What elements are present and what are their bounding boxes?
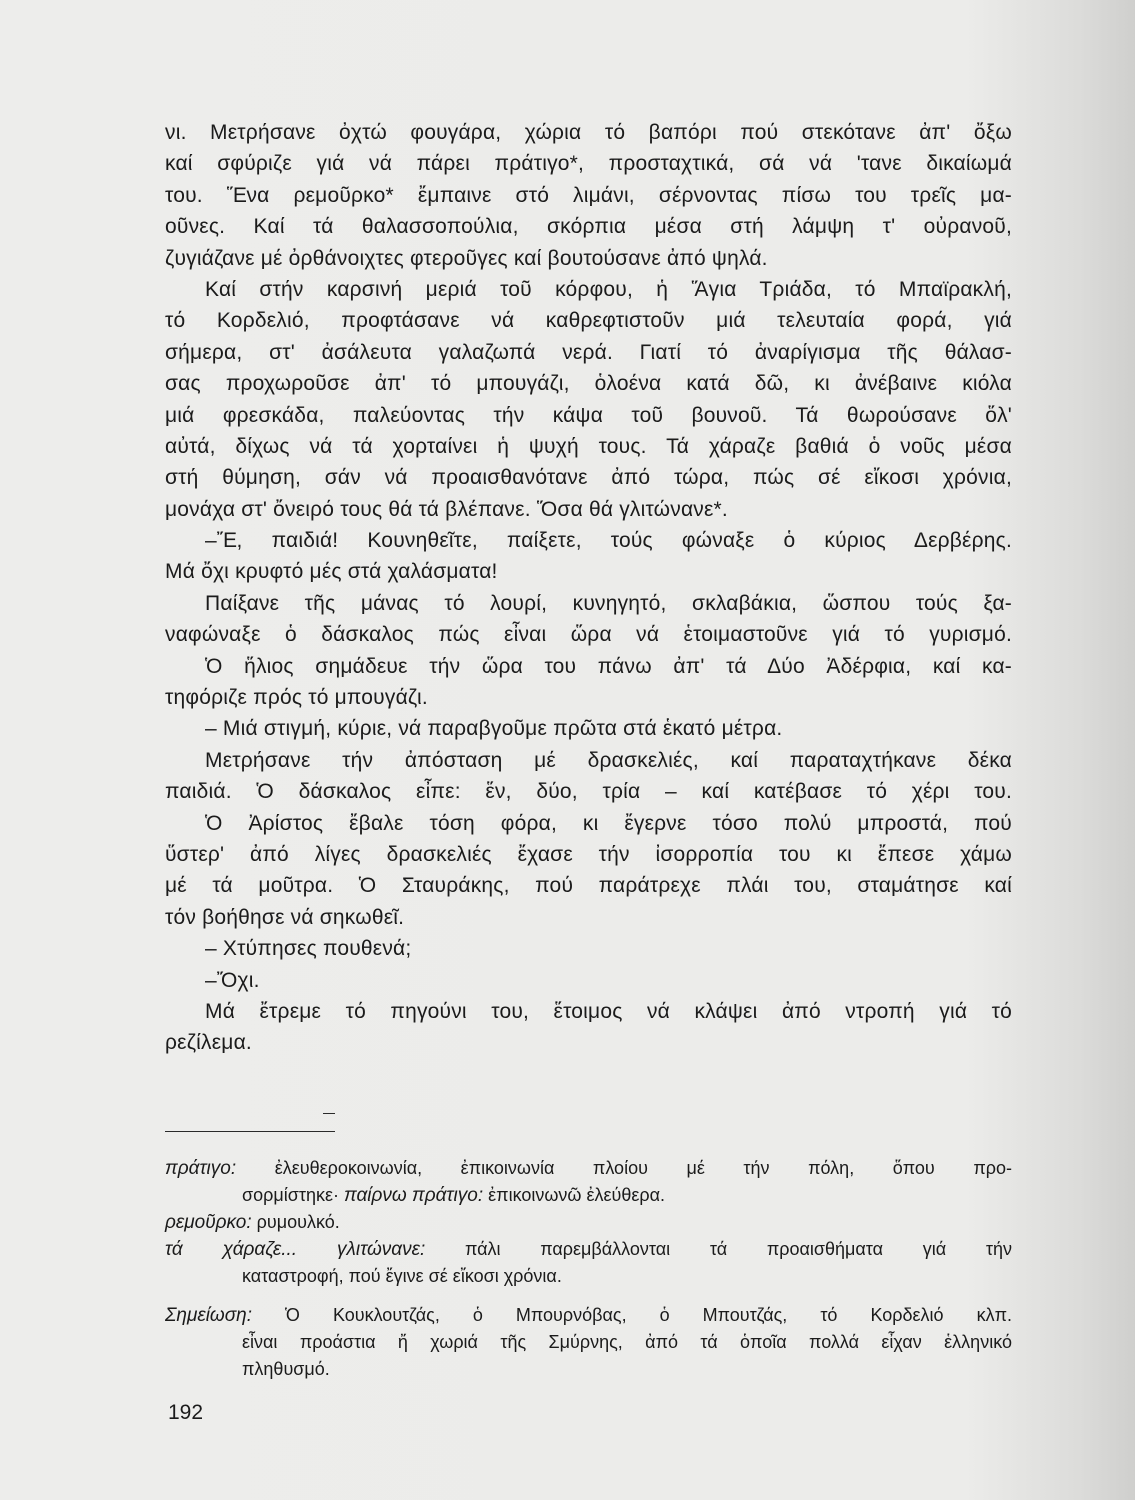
body-line: καί σφύριζε γιά νά πάρει πράτιγο*, προσταχτικά, σά νά 'τανε δικαίωμά <box>165 152 1012 176</box>
footnote-tacharaze <box>165 1236 1012 1290</box>
body-line: ὕστερ' ἀπό λίγες δρασκελιές ἔχασε τήν ἰσορροπία του κι ἔπεσε χάμω <box>165 842 1012 866</box>
body-line: Ὁ Ἀρίστος ἔβαλε τόση φόρα, κι ἔγερνε τόσο πολύ μπροστά, πού <box>205 811 1012 835</box>
body-line: μονάχα στ' ὄνειρό τους θά τά βλέπανε. Ὅσα θά γλιτώνανε*. <box>165 497 728 521</box>
footnote-term: τά χάραζε... γλιτώνανε: <box>165 1239 426 1260</box>
body-line: μιά φρεσκάδα, παλεύοντας τήν κάψα τοῦ βουνοῦ. Τά θωρούσανε ὅλ' <box>165 403 1012 427</box>
body-line: ζυγιάζανε μέ ὀρθάνοιχτες φτεροῦγες καί βουτούσανε ἀπό ψηλά. <box>165 246 768 270</box>
footnote-line <box>165 1302 1012 1329</box>
footnote-definition: ἐλευθεροκοινωνία, ἐπικοινωνία πλοίου μέ τήν πόλη, ὅπου προ- <box>274 1158 1012 1178</box>
footnote-term: πράτιγο: <box>165 1158 237 1179</box>
footnote-remourko <box>165 1209 1012 1236</box>
body-line: – Μιά στιγμή, κύριε, νά παραβγοῦμε πρῶτα στά ἑκατό μέτρα. <box>205 717 783 741</box>
footnote-subterm: παίρνω πράτιγο: <box>344 1185 484 1206</box>
body-line: τηφόριζε πρός τό μπουγάζι. <box>165 686 428 710</box>
footnote-line <box>165 1182 1012 1209</box>
body-line: τόν βοήθησε νά σηκωθεῖ. <box>165 905 405 929</box>
footnote-line <box>165 1209 1012 1236</box>
body-line: μέ τά μοῦτρα. Ὁ Σταυράκης, πού παράτρεχε πλάι του, σταμάτησε καί <box>165 874 1012 898</box>
footnote-definition: Ὁ Κουκλουτζάς, ὁ Μπουρνόβας, ὁ Μπουτζάς, τό Κορδελιό κλπ. <box>285 1305 1012 1325</box>
footnote-simeiosi <box>165 1302 1012 1383</box>
body-line: ρεζίλεμα. <box>165 1031 252 1055</box>
body-line: Καί στήν καρσινή μεριά τοῦ κόρφου, ἡ Ἅγια Τριάδα, τό Μπαϊρακλή, <box>205 277 1012 301</box>
footnote-definition: ρυμουλκό. <box>256 1212 340 1232</box>
footnote-mark-line <box>323 1113 335 1114</box>
body-line: ναφώναξε ὁ δάσκαλος πώς εἶναι ὥρα νά ἑτοιμαστοῦνε γιά τό γυρισμό. <box>165 623 1012 647</box>
body-line: του. Ἕνα ρεμοῦρκο* ἔμπαινε στό λιμάνι, σέρνοντας πίσω του τρεῖς μα- <box>165 183 1012 207</box>
body-line: στή θύμηση, σάν νά προαισθανότανε ἀπό τώρα, πώς σέ εἴκοσι χρόνια, <box>165 466 1012 490</box>
body-line: παιδιά. Ὁ δάσκαλος εἶπε: ἕν, δύο, τρία – καί κατέβασε τό χέρι του. <box>165 780 1012 804</box>
footnote-term: Σημείωση: <box>165 1305 253 1326</box>
body-line: αὐτά, δίχως νά τά χορταίνει ἡ ψυχή τους. Τά χάραζε βαθιά ὁ νοῦς μέσα <box>165 434 1012 458</box>
footnote-definition: σορμίστηκε· <box>242 1185 339 1205</box>
footnote-separator <box>165 1131 335 1132</box>
body-line: – Χτύπησες πουθενά; <box>205 937 412 961</box>
footnote-line: καταστροφή, πού ἔγινε σέ εἴκοσι χρόνια. <box>242 1266 562 1286</box>
body-line: Ὁ ἥλιος σημάδευε τήν ὥρα του πάνω ἀπ' τά Δύο Ἀδέρφια, καί κα- <box>205 654 1012 678</box>
footnote-line: πληθυσμό. <box>242 1359 330 1379</box>
footnote-line <box>165 1236 1012 1263</box>
footnote-definition: πάλι παρεμβάλλονται τά προαισθήματα γιά τήν <box>464 1239 1012 1259</box>
footnote-line: εἶναι προάστια ἤ χωριά τῆς Σμύρνης, ἀπό τά ὁποῖα πολλά εἶχαν ἑλληνικό <box>242 1332 1012 1352</box>
body-line: τό Κορδελιό, προφτάσανε νά καθρεφτιστοῦν μιά τελευταία φορά, γιά <box>165 309 1012 333</box>
footnote-line <box>165 1155 1012 1182</box>
body-line: –Ἔ, παιδιά! Κουνηθεῖτε, παίξετε, τούς φώναξε ὁ κύριος Δερβέρης. <box>205 529 1012 553</box>
body-line: Μά ὄχι κρυφτό μές στά χαλάσματα! <box>165 560 498 584</box>
body-line: οῦνες. Καί τά θαλασσοπούλια, σκόρπια μέσα στή λάμψη τ' οὐρανοῦ, <box>165 215 1012 239</box>
body-text <box>165 117 1012 1059</box>
footnote-definition: ἐπικοινωνῶ ἐλεύθερα. <box>488 1185 666 1205</box>
footnotes <box>165 1155 1012 1383</box>
footnote-pratigo <box>165 1155 1012 1209</box>
body-line: –Ὄχι. <box>205 968 260 992</box>
footnote-term: ρεμοῦρκο: <box>165 1212 252 1233</box>
body-line: Μετρήσανε τήν ἀπόσταση μέ δρασκελιές, καί παραταχτήκανε δέκα <box>205 748 1012 772</box>
body-line: σήμερα, στ' ἀσάλευτα γαλαζωπά νερά. Γιατί τό ἀναρίγισμα τῆς θάλασ- <box>165 340 1012 364</box>
body-line: Παίξανε τῆς μάνας τό λουρί, κυνηγητό, σκλαβάκια, ὥσπου τούς ξα- <box>205 591 1012 615</box>
body-line: Μά ἔτρεμε τό πηγούνι του, ἕτοιμος νά κλάψει ἀπό ντροπή γιά τό <box>205 999 1012 1023</box>
body-line: σας προχωροῦσε ἀπ' τό μπουγάζι, ὁλοένα κατά δῶ, κι ἀνέβαινε κιόλα <box>165 372 1012 396</box>
body-line: νι. Μετρήσανε ὀχτώ φουγάρα, χώρια τό βαπόρι πού στεκότανε ἀπ' ὄξω <box>165 121 1012 144</box>
page-number: 192 <box>168 1401 204 1424</box>
